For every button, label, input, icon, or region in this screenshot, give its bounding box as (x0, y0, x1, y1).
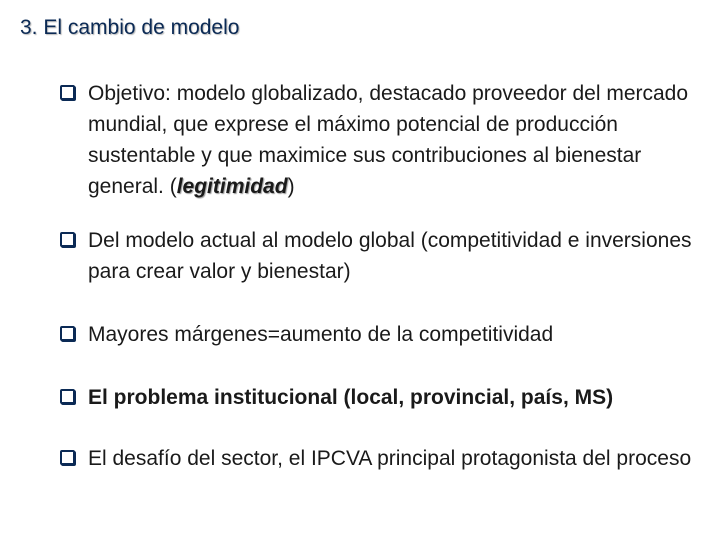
checkbox-icon (60, 450, 75, 465)
bullet-text: Objetivo: modelo globalizado, destacado proveedor del mercado mundial, que exprese el máximo potencial de producción sustentable y que maximice sus contribuciones al bienestar general. ( (88, 82, 689, 198)
bullet-desafio (60, 443, 710, 474)
bullet-modelo-global (60, 225, 710, 287)
checkbox-icon (60, 232, 75, 247)
checkbox-icon (60, 85, 75, 100)
checkbox-icon (60, 326, 75, 341)
bullet-text: El desafío del sector, el IPCVA principal protagonista del proceso (88, 447, 692, 470)
bullet-problema-institucional (60, 382, 710, 413)
bullet-text: El problema institucional (local, provincial, país, MS) (88, 386, 614, 409)
slide-title: 3. El cambio de modelo (20, 16, 240, 39)
bullet-margenes (60, 319, 710, 350)
bullet-text: Del modelo actual al modelo global (competitividad e inversiones para crear valor y bienestar) (88, 229, 692, 283)
emphasis-legitimidad: legitimidad (176, 175, 288, 198)
bullet-list (60, 78, 710, 474)
checkbox-icon (60, 389, 75, 404)
bullet-text: Mayores márgenes=aumento de la competitividad (88, 323, 554, 346)
bullet-objetivo (60, 78, 710, 202)
bullet-text-end: ) (287, 175, 295, 198)
